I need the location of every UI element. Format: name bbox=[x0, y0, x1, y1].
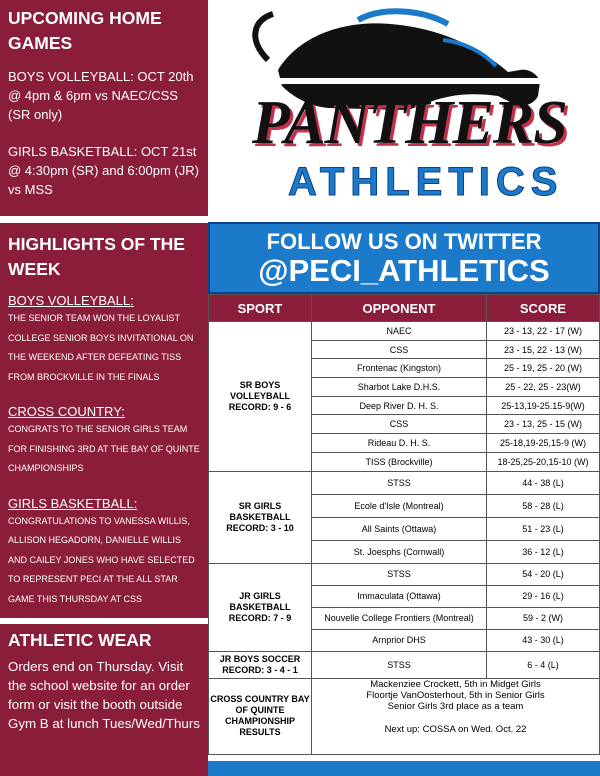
score-cell: 23 - 15, 22 - 13 (W) bbox=[487, 340, 600, 359]
score-cell: 23 - 13, 22 - 17 (W) bbox=[487, 322, 600, 341]
highlight-title: GIRLS BASKETBALL: bbox=[8, 495, 138, 511]
upcoming-heading: UPCOMING HOME GAMES bbox=[8, 8, 162, 53]
upcoming-games-panel bbox=[0, 0, 208, 216]
score-cell: 51 - 23 (L) bbox=[487, 517, 600, 540]
highlights-heading: HIGHLIGHTS OF THE WEEK bbox=[8, 234, 185, 279]
game-boys-volleyball: BOYS VOLLEYBALL: OCT 20th @ 4pm & 6pm vs NAEC/CSS (SR only) bbox=[8, 69, 194, 122]
highlight-title: BOYS VOLLEYBALL: bbox=[8, 293, 134, 308]
sport-cell: SR GIRLS BASKETBALL RECORD: 3 - 10 bbox=[209, 471, 312, 563]
opponent-cell: STSS bbox=[312, 651, 487, 678]
opponent-cell: TISS (Brockville) bbox=[312, 452, 487, 471]
sport-cell: SR BOYS VOLLEYBALL RECORD: 9 - 6 bbox=[209, 322, 312, 472]
score-cell: 29 - 16 (L) bbox=[487, 585, 600, 607]
results-table bbox=[208, 294, 600, 755]
wear-body: Orders end on Thursday. Visit the school website for an order form or visit the booth outside Gym B at lunch Tues/Wed/Thurs bbox=[8, 659, 200, 731]
bottom-bar bbox=[208, 761, 600, 776]
table-header-row bbox=[209, 295, 600, 322]
opponent-cell: CSS bbox=[312, 415, 487, 434]
score-cell: 25 - 22, 25 - 23(W) bbox=[487, 378, 600, 397]
table-row bbox=[209, 678, 600, 754]
score-cell: 36 - 12 (L) bbox=[487, 540, 600, 563]
xc-result-line: Senior Girls 3rd place as a team bbox=[387, 700, 524, 712]
table-row bbox=[209, 471, 600, 494]
header-score: SCORE bbox=[487, 295, 600, 322]
sport-cell: JR GIRLS BASKETBALL RECORD: 7 - 9 bbox=[209, 563, 312, 651]
table-row bbox=[209, 651, 600, 678]
athletic-wear-panel bbox=[0, 624, 208, 776]
score-cell: 25-18,19-25,15-9 (W) bbox=[487, 434, 600, 453]
game-girls-basketball: GIRLS BASKETBALL: OCT 21st @ 4:30pm (SR) and 6:00pm (JR) vs MSS bbox=[8, 144, 199, 197]
score-cell: 54 - 20 (L) bbox=[487, 563, 600, 585]
opponent-cell: Arnprior DHS bbox=[312, 629, 487, 651]
score-cell: 6 - 4 (L) bbox=[487, 651, 600, 678]
sport-cell: JR BOYS SOCCER RECORD: 3 - 4 - 1 bbox=[209, 651, 312, 678]
opponent-cell: Sharbot Lake D.H.S. bbox=[312, 378, 487, 397]
score-cell: 59 - 2 (W) bbox=[487, 607, 600, 629]
xc-result-line: Floortje VanOosterhout, 5th in Senior Girls bbox=[366, 689, 545, 701]
opponent-cell: Frontenac (Kingston) bbox=[312, 359, 487, 378]
twitter-banner bbox=[208, 222, 600, 294]
panthers-logo bbox=[208, 0, 600, 222]
logo-text-athletics: ATHLETICS bbox=[288, 160, 564, 204]
logo-text-panthers: PANTHERS bbox=[252, 89, 567, 157]
score-cell: 43 - 30 (L) bbox=[487, 629, 600, 651]
opponent-cell: All Saints (Ottawa) bbox=[312, 517, 487, 540]
twitter-follow-text: FOLLOW US ON TWITTER bbox=[266, 229, 542, 254]
opponent-cell: STSS bbox=[312, 563, 487, 585]
xc-result-line: Mackenziee Crockett, 5th in Midget Girls bbox=[370, 678, 541, 690]
xc-results-cell bbox=[312, 678, 600, 754]
opponent-cell: St. Joesphs (Cornwall) bbox=[312, 540, 487, 563]
sport-cell: CROSS COUNTRY BAY OF QUINTE CHAMPIONSHIP RESULTS bbox=[209, 678, 312, 754]
highlight-body: THE SENIOR TEAM WON THE LOYALIST COLLEGE SENIOR BOYS INVITATIONAL ON THE WEEKEND AFTER DEFEATING TISS FROM BROCKVILLE IN THE FINALS bbox=[8, 313, 194, 382]
xc-next-up: Next up: COSSA on Wed. Oct. 22 bbox=[384, 723, 527, 735]
table-row bbox=[209, 322, 600, 341]
score-cell: 23 - 13, 25 - 15 (W) bbox=[487, 415, 600, 434]
score-cell: 25-13,19-25.15-9(W) bbox=[487, 396, 600, 415]
opponent-cell: Deep River D. H. S. bbox=[312, 396, 487, 415]
table-row bbox=[209, 563, 600, 585]
highlight-body: CONGRATULATIONS TO VANESSA WILLIS, ALLISON HEGADORN, DANIELLE WILLIS AND CAILEY JONES WHO HAVE SELECTED TO REPRESENT PECI AT THE ALL STAR GAME THIS THURSDAY AT CSS bbox=[8, 515, 195, 604]
opponent-cell: CSS bbox=[312, 340, 487, 359]
highlight-title: CROSS COUNTRY: bbox=[8, 404, 125, 419]
opponent-cell: Rideau D. H. S. bbox=[312, 434, 487, 453]
highlight-body: CONGRATS TO THE SENIOR GIRLS TEAM FOR FINISHING 3RD AT THE BAY OF QUINTE CHAMPIONSHIPS bbox=[8, 424, 200, 473]
score-cell: 25 - 19, 25 - 20 (W) bbox=[487, 359, 600, 378]
header-opponent: OPPONENT bbox=[312, 295, 487, 322]
opponent-cell: STSS bbox=[312, 471, 487, 494]
score-cell: 58 - 28 (L) bbox=[487, 494, 600, 517]
opponent-cell: Immaculata (Ottawa) bbox=[312, 585, 487, 607]
right-column bbox=[208, 0, 600, 776]
opponent-cell: Ecole d'Isle (Montreal) bbox=[312, 494, 487, 517]
score-cell: 44 - 38 (L) bbox=[487, 471, 600, 494]
twitter-handle[interactable]: @PECI_ATHLETICS bbox=[258, 253, 550, 288]
score-cell: 18-25,25-20,15-10 (W) bbox=[487, 452, 600, 471]
opponent-cell: NAEC bbox=[312, 322, 487, 341]
header-sport: SPORT bbox=[209, 295, 312, 322]
wear-heading: ATHLETIC WEAR bbox=[8, 630, 152, 650]
opponent-cell: Nouvelle College Frontiers (Montreal) bbox=[312, 607, 487, 629]
left-column bbox=[0, 0, 208, 776]
highlights-panel bbox=[0, 223, 208, 618]
